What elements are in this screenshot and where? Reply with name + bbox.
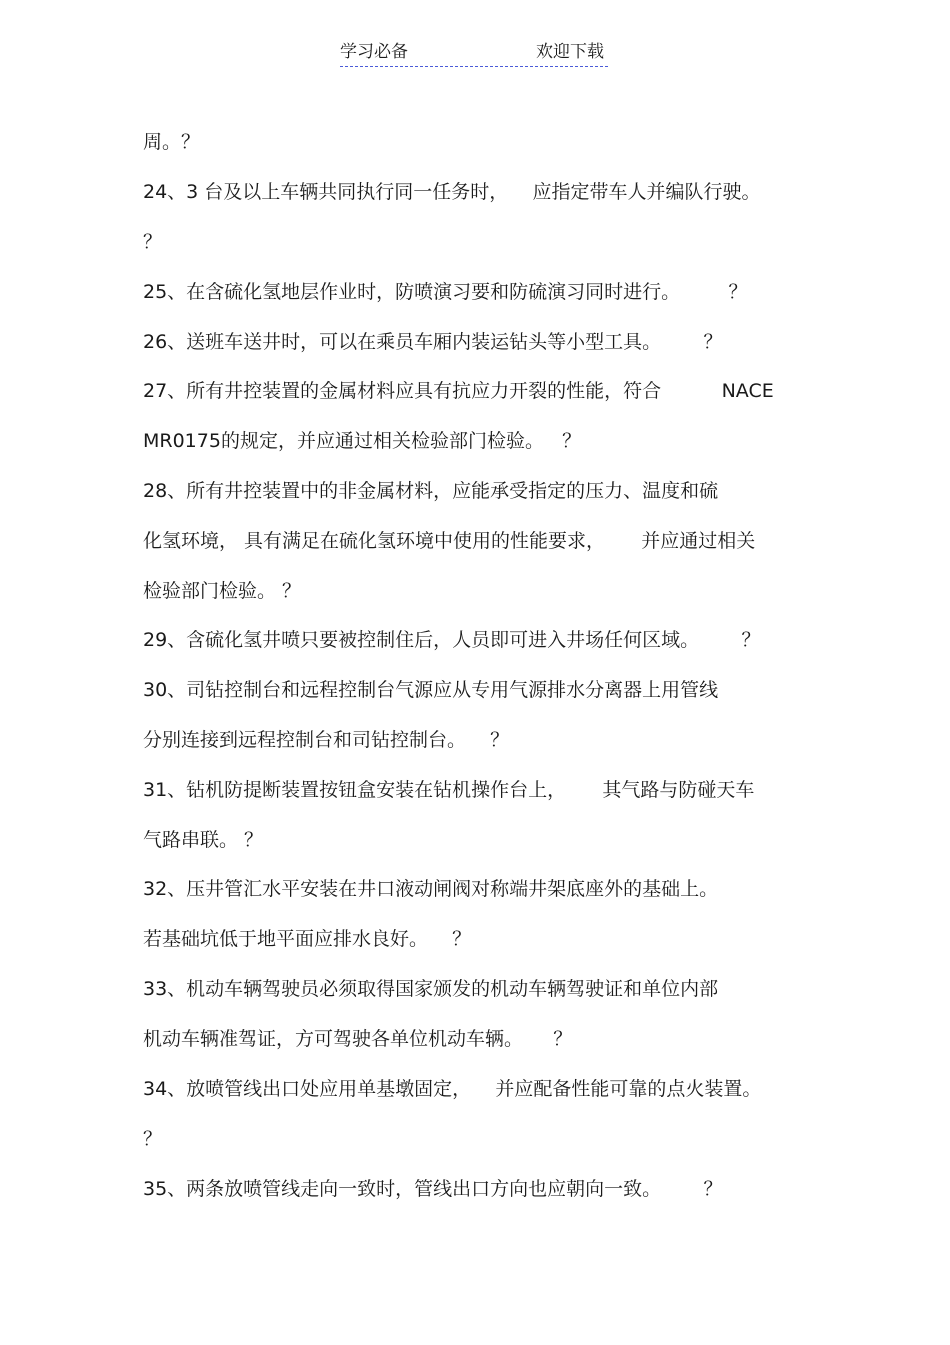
text-line: 分别连接到远程控制台和司钻控制台。 ？	[143, 729, 510, 751]
text-line: 30、司钻控制台和远程控制台气源应从专用气源排水分离器上用管线	[143, 679, 719, 701]
text-line: 25、在含硫化氢地层作业时，防喷演习要和防硫演习同时进行。 ？	[143, 281, 748, 303]
text-line: 检验部门检验。 ？	[143, 580, 302, 602]
page-header	[340, 40, 608, 67]
text-line: 26、送班车送井时，可以在乘员车厢内装运钻头等小型工具。 ？	[143, 331, 723, 353]
text-line: ？	[143, 1128, 163, 1150]
text-line: 32、压井管汇水平安装在井口液动闸阀对称端井架底座外的基础上。	[143, 878, 719, 900]
text-line: 34、放喷管线出口处应用单基墩固定， 并应配备性能可靠的点火装置。	[143, 1078, 762, 1100]
text-line: 24、3 台及以上车辆共同执行同一任务时， 应指定带车人并编队行驶。	[143, 181, 761, 203]
text-line: ？	[143, 231, 163, 253]
text-line: 29、含硫化氢井喷只要被控制住后，人员即可进入井场任何区域。 ？	[143, 629, 761, 651]
text-line: 35、两条放喷管线走向一致时，管线出口方向也应朝向一致。 ？	[143, 1178, 723, 1200]
text-line: 28、所有井控装置中的非金属材料，应能承受指定的压力、温度和硫	[143, 480, 719, 502]
header-left-text: 学习必备	[340, 42, 408, 62]
text-line: 化氢环境， 具有满足在硫化氢环境中使用的性能要求， 并应通过相关	[143, 530, 756, 552]
text-line: 31、钻机防提断装置按钮盒安装在钻机操作台上， 其气路与防碰天车	[143, 779, 755, 801]
text-line: 机动车辆准驾证，方可驾驶各单位机动车辆。 ？	[143, 1028, 573, 1050]
text-line: 若基础坑低于地平面应排水良好。 ？	[143, 928, 472, 950]
header-right-text: 欢迎下载	[536, 42, 604, 62]
text-line: 27、所有井控装置的金属材料应具有抗应力开裂的性能，符合 NACE	[143, 380, 774, 402]
text-line: MR0175的规定，并应通过相关检验部门检验。 ？	[143, 430, 582, 452]
text-line: 33、机动车辆驾驶员必须取得国家颁发的机动车辆驾驶证和单位内部	[143, 978, 719, 1000]
text-line: 气路串联。 ？	[143, 829, 264, 851]
text-line: 周。？	[143, 131, 201, 153]
